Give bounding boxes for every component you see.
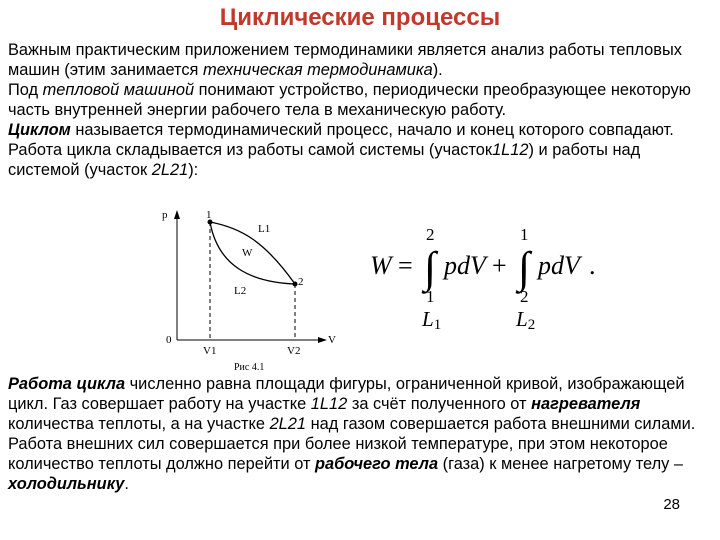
intro-text xyxy=(8,40,714,180)
point-2-label: 2 xyxy=(298,276,304,288)
curve-l1-label: L1 xyxy=(258,223,271,235)
point-1-label: 1 xyxy=(206,209,212,221)
figure-caption: Рис 4.1 xyxy=(234,362,265,370)
point-2 xyxy=(293,282,298,287)
slide-title: Циклические процессы xyxy=(219,4,501,31)
axis-v-label: V xyxy=(328,334,336,346)
intro-paragraph-3: Циклом называется термодинамический процесс, начало и конец которого совпадают. Работа цикла складывается из работы самой системы (участок1L12) и работы над системой (участок 2L21): xyxy=(8,121,674,179)
origin-label: 0 xyxy=(166,334,172,346)
pv-cycle-diagram xyxy=(150,200,350,370)
int2-path: L2 xyxy=(516,307,536,332)
curve-l2 xyxy=(210,222,295,284)
curve-l2-label: L2 xyxy=(234,285,247,297)
axis-p-label: p xyxy=(162,209,168,221)
v2-label: V2 xyxy=(287,345,301,357)
integrand-1: pdV xyxy=(444,251,486,280)
intro-paragraph-2: Под тепловой машиной понимают устройство, периодически преобразующее некоторую часть внутренней энергии рабочего тела в механическую работу. xyxy=(8,81,691,119)
int1-lower-limit: 1 xyxy=(426,287,435,306)
area-w-label: W xyxy=(242,247,253,259)
int2-lower-limit: 2 xyxy=(520,287,529,306)
int1-path: L1 xyxy=(422,307,442,332)
int2-upper-limit: 1 xyxy=(520,225,529,244)
int1-upper-limit: 2 xyxy=(426,225,435,244)
formula-eq: = xyxy=(398,251,413,280)
int1-sign: ∫ xyxy=(424,243,437,292)
integrand-2: pdV xyxy=(538,251,580,280)
formula-lhs: W xyxy=(370,251,392,280)
intro-paragraph-1: Важным практическим приложением термодинамики является анализ работы тепловых машин (этим занимается техническая термодинамика). xyxy=(8,41,682,79)
work-formula xyxy=(368,222,618,332)
conclusion-paragraph: Работа цикла численно равна площади фигуры, ограниченной кривой, изображающей цикл. Газ совершает работу на участке 1L12 за счёт полученного от нагревателя количества теплоты, а на участке 2L21 над газом совершается работа внешними силами. Работа внешних сил совершается при более низкой температуре, при этом некоторое количество теплоты должно перейти от рабочего тела (газа) к менее нагретому телу – холодильнику. xyxy=(8,375,696,493)
v1-label: V1 xyxy=(203,345,217,357)
int2-sign: ∫ xyxy=(518,243,531,292)
formula-dot: . xyxy=(589,251,596,280)
page-number: 28 xyxy=(663,496,680,513)
formula-plus: + xyxy=(492,251,507,280)
conclusion-text xyxy=(8,374,714,494)
